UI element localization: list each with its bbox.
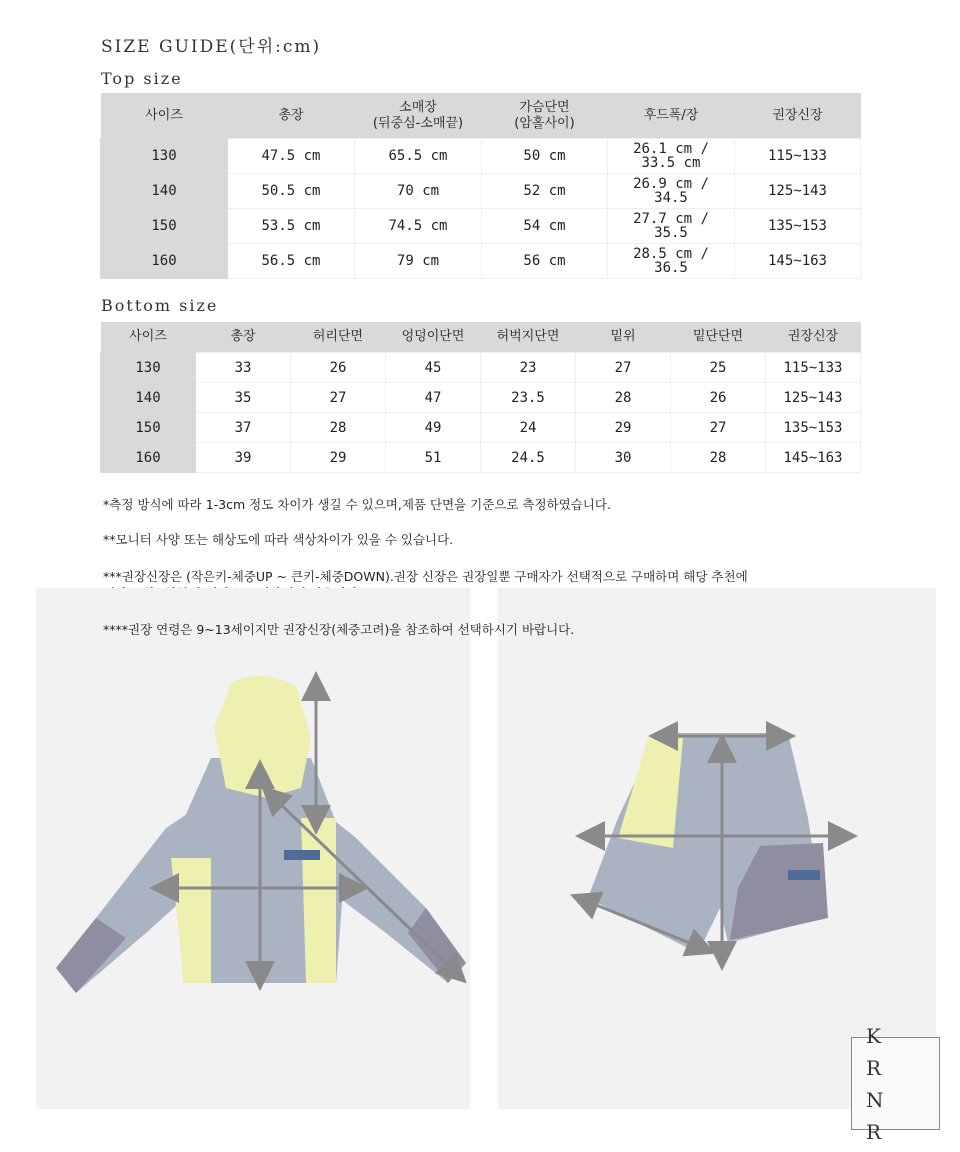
bottom-table-header-cell: 허리단면: [291, 322, 386, 353]
bottom-table-cell: 27: [671, 413, 766, 443]
top-table-header-text: 후드폭/장: [643, 107, 699, 123]
top-table-cell-text: 140: [151, 183, 177, 199]
bottom-table-header-cell: 밑단단면: [671, 322, 766, 353]
top-table-cell-text: 50 cm: [523, 148, 566, 164]
bottom-table-cell: 45: [386, 353, 481, 383]
top-table-cell: [101, 209, 228, 244]
jacket-measurement-image: [36, 588, 470, 1109]
top-size-heading: Top size: [101, 69, 183, 88]
top-table-cell-text: 79 cm: [396, 253, 440, 269]
top-table-cell-text: 150: [151, 218, 177, 234]
top-table-header-cell: [735, 93, 861, 139]
monitor-color-note: **모니터 사양 또는 해상도에 따라 색상차이가 있을 수 있습니다.: [103, 532, 454, 547]
bottom-table-cell: 24: [481, 413, 576, 443]
top-table-cell: [355, 209, 482, 244]
bottom-table-cell: 140: [101, 383, 196, 413]
recommended-age-note: ****권장 연령은 9~13세이지만 권장신장(체중고려)을 참조하여 선택하시기 바랍니다.: [103, 622, 575, 637]
top-table-cell: [482, 174, 608, 209]
top-table-cell-text: 27.7 cm /: [633, 211, 709, 227]
top-table-cell-text: 160: [151, 253, 177, 269]
top-table-header-row: [101, 93, 861, 139]
top-table-cell-text: 36.5: [654, 260, 688, 276]
top-table-row: [101, 244, 861, 279]
bottom-table-cell: 26: [291, 353, 386, 383]
top-table-cell-text: 56.5 cm: [261, 253, 321, 269]
top-table-cell: [735, 174, 861, 209]
bottom-table-header-cell: 권장신장: [766, 322, 861, 353]
bottom-table-cell: 28: [576, 383, 671, 413]
top-table-cell: [101, 139, 228, 174]
top-table-cell-text: 54 cm: [523, 218, 566, 234]
top-table-cell: [101, 174, 228, 209]
bottom-table-row: [101, 383, 861, 413]
bottom-table-row: [101, 443, 861, 473]
recommended-height-note-line1: ***권장신장은 (작은키-체중UP ~ 큰키-체중DOWN).권장 신장은 권장일뿐 구매자가 선택적으로 구매하며 해당 추천에: [103, 569, 748, 584]
top-table-cell-text: 135~153: [767, 218, 827, 234]
bottom-table-cell: 30: [576, 443, 671, 473]
top-table-cell: [482, 244, 608, 279]
top-table-header-text: (뒤중심-소매끝): [372, 115, 464, 131]
top-table-cell: [608, 244, 735, 279]
top-table-cell: [608, 174, 735, 209]
top-table-cell-text: 28.5 cm /: [633, 246, 709, 262]
bottom-table-cell: 27: [576, 353, 671, 383]
bottom-table-header-cell: 허벅지단면: [481, 322, 576, 353]
top-table-header-text: 권장신장: [772, 107, 823, 123]
shorts-patch: [788, 870, 820, 880]
brand-logo-line1: K R: [866, 1023, 896, 1080]
top-table-header-cell: [482, 93, 608, 139]
bottom-table-row: [101, 353, 861, 383]
top-table-cell-text: 56 cm: [523, 253, 566, 269]
top-table-cell: [355, 139, 482, 174]
top-table-cell-text: 115~133: [767, 148, 827, 164]
top-table-header-text: 소매장: [399, 99, 437, 115]
jacket-patch: [284, 850, 320, 860]
top-table-cell: [482, 209, 608, 244]
top-table-cell-text: 52 cm: [523, 183, 566, 199]
bottom-table-cell: 145~163: [766, 443, 861, 473]
brand-logo-line2: N R: [866, 1087, 898, 1144]
top-table-header-cell: [101, 93, 228, 139]
bottom-table-cell: 130: [101, 353, 196, 383]
bottom-table-cell: 51: [386, 443, 481, 473]
bottom-table-header-cell: 총장: [196, 322, 291, 353]
top-table-cell-text: 130: [151, 148, 177, 164]
top-table-cell-text: 145~163: [767, 253, 827, 269]
bottom-table-cell: 23: [481, 353, 576, 383]
bottom-table-cell: 35: [196, 383, 291, 413]
top-table-cell: [228, 174, 355, 209]
jacket-hood: [214, 676, 311, 798]
bottom-table-cell: 115~133: [766, 353, 861, 383]
top-table-header-cell: [608, 93, 735, 139]
bottom-table-cell: 160: [101, 443, 196, 473]
shorts-yellow-panel: [618, 738, 683, 848]
top-table-header-text: 가슴단면: [519, 99, 570, 115]
bottom-table-cell: 23.5: [481, 383, 576, 413]
bottom-table-cell: 29: [576, 413, 671, 443]
top-table-header-cell: [355, 93, 482, 139]
top-table-cell-text: 47.5 cm: [261, 148, 321, 164]
brand-logo: [851, 1023, 940, 1144]
page-title: SIZE GUIDE(단위:cm): [101, 37, 322, 57]
top-table-row: [101, 139, 861, 174]
top-table-cell: [228, 244, 355, 279]
bottom-table-cell: 37: [196, 413, 291, 443]
top-table-cell: [735, 139, 861, 174]
bottom-table-cell: 39: [196, 443, 291, 473]
bottom-table-cell: 135~153: [766, 413, 861, 443]
top-table-cell-text: 26.9 cm /: [633, 176, 709, 192]
bottom-table-header-cell: 밑위: [576, 322, 671, 353]
bottom-table-cell: 28: [291, 413, 386, 443]
bottom-table-cell: 25: [671, 353, 766, 383]
top-table-cell-text: 125~143: [767, 183, 827, 199]
top-table-cell-text: 35.5: [654, 225, 688, 241]
jacket-illustration: [36, 588, 470, 1109]
jacket-left-panel: [171, 858, 211, 983]
top-table-cell-text: 26.1 cm /: [633, 141, 709, 157]
top-table-cell: [735, 209, 861, 244]
top-table-cell-text: 74.5 cm: [388, 218, 448, 234]
top-table-cell: [735, 244, 861, 279]
top-table-cell: [228, 209, 355, 244]
top-table-header-text: (암홀사이): [514, 115, 575, 131]
top-table-cell: [355, 174, 482, 209]
bottom-table-cell: 49: [386, 413, 481, 443]
bottom-table-cell: 150: [101, 413, 196, 443]
top-table-header-text: 총장: [278, 107, 304, 123]
top-table-cell: [228, 139, 355, 174]
bottom-table-row: [101, 413, 861, 443]
measurement-note: *측정 방식에 따라 1-3cm 정도 차이가 생길 수 있으며,제품 단면을 기준으로 측정하였습니다.: [103, 497, 611, 512]
top-table-cell: [355, 244, 482, 279]
bottom-table-cell: 24.5: [481, 443, 576, 473]
bottom-table-cell: 28: [671, 443, 766, 473]
top-table-row: [101, 209, 861, 244]
top-table-cell: [482, 139, 608, 174]
bottom-table-cell: 47: [386, 383, 481, 413]
bottom-table-cell: 27: [291, 383, 386, 413]
top-table-cell-text: 70 cm: [396, 183, 440, 199]
top-table-cell: [608, 139, 735, 174]
bottom-table-cell: 125~143: [766, 383, 861, 413]
top-table-cell-text: 50.5 cm: [261, 183, 321, 199]
bottom-table-cell: 29: [291, 443, 386, 473]
bottom-table-header-row: [101, 322, 861, 353]
top-table-header-cell: [228, 93, 355, 139]
bottom-table-cell: 33: [196, 353, 291, 383]
bottom-table-header-cell: 엉덩이단면: [386, 322, 481, 353]
bottom-table-header-cell: 사이즈: [101, 322, 196, 353]
top-table-cell-text: 65.5 cm: [388, 148, 448, 164]
top-table-cell-text: 53.5 cm: [261, 218, 321, 234]
top-table-cell: [608, 209, 735, 244]
bottom-size-table: [100, 322, 861, 473]
top-table-row: [101, 174, 861, 209]
bottom-table-cell: 26: [671, 383, 766, 413]
top-table-cell-text: 34.5: [654, 190, 688, 206]
top-size-table: [100, 93, 861, 279]
top-table-cell-text: 33.5 cm: [641, 155, 701, 171]
top-table-header-text: 사이즈: [145, 107, 183, 123]
bottom-size-heading: Bottom size: [101, 296, 219, 315]
top-table-cell: [101, 244, 228, 279]
